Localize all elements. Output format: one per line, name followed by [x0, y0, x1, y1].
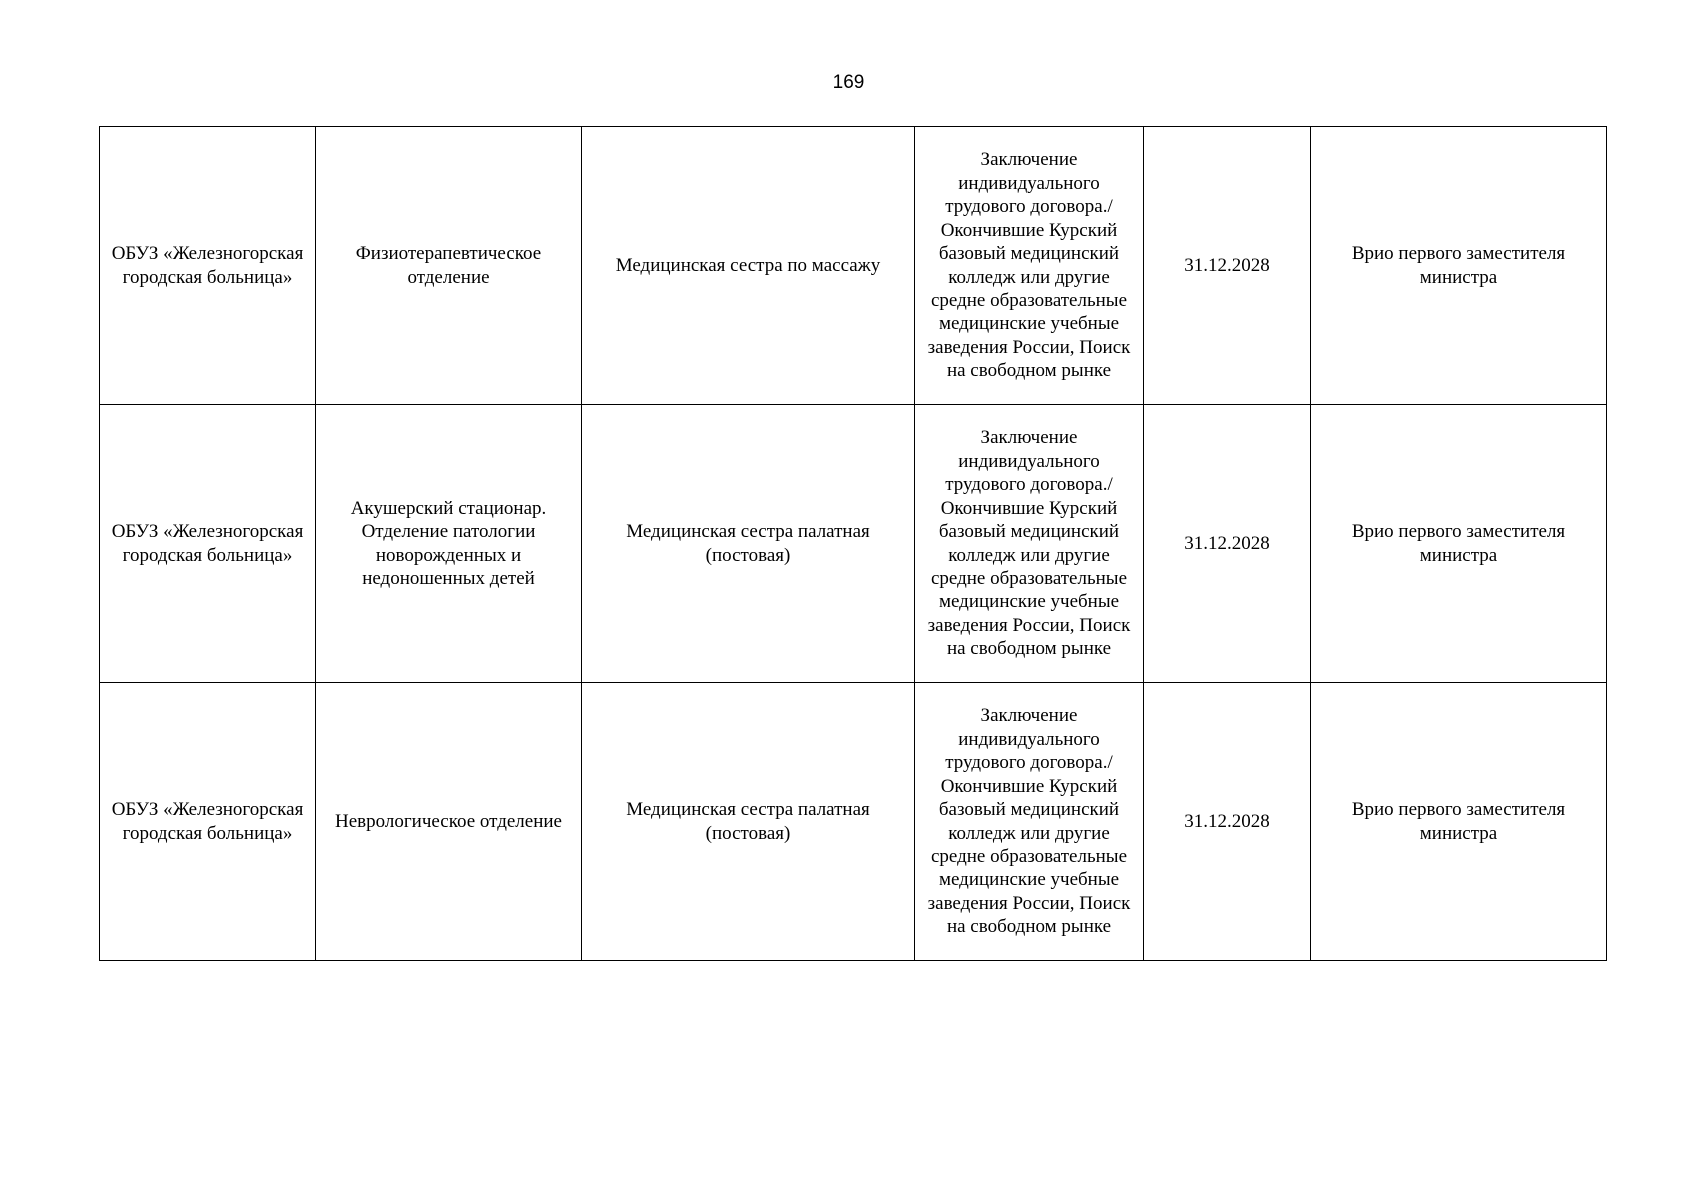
- position-cell: Медицинская сестра палатная (постовая): [582, 683, 915, 961]
- organization-cell: ОБУЗ «Железногорская городская больница»: [100, 127, 316, 405]
- deadline-cell: 31.12.2028: [1144, 683, 1311, 961]
- department-cell: Физиотерапевтическое отделение: [316, 127, 582, 405]
- responsible-cell: Врио первого заместителя министра: [1311, 683, 1607, 961]
- page-number: 169: [832, 72, 865, 93]
- organization-cell: ОБУЗ «Железногорская городская больница»: [100, 683, 316, 961]
- position-cell: Медицинская сестра по массажу: [582, 127, 915, 405]
- deadline-cell: 31.12.2028: [1144, 127, 1311, 405]
- department-cell: Акушерский стационар. Отделение патологии новорожденных и недоношенных детей: [316, 405, 582, 683]
- department-cell: Неврологическое отделение: [316, 683, 582, 961]
- deadline-cell: 31.12.2028: [1144, 405, 1311, 683]
- vacancy-table: [99, 126, 1607, 961]
- responsible-cell: Врио первого заместителя министра: [1311, 405, 1607, 683]
- table-row: [100, 405, 1607, 683]
- position-cell: Медицинская сестра палатная (постовая): [582, 405, 915, 683]
- organization-cell: ОБУЗ «Железногорская городская больница»: [100, 405, 316, 683]
- table-row: [100, 127, 1607, 405]
- table-row: [100, 683, 1607, 961]
- conditions-cell: Заключение индивидуального трудового договора./ Окончившие Курский базовый медицинский колледж или другие средне образовательные медицинские учебные заведения России, Поиск на свободном рынке: [915, 683, 1144, 961]
- conditions-cell: Заключение индивидуального трудового договора./ Окончившие Курский базовый медицинский колледж или другие средне образовательные медицинские учебные заведения России, Поиск на свободном рынке: [915, 405, 1144, 683]
- conditions-cell: Заключение индивидуального трудового договора./ Окончившие Курский базовый медицинский колледж или другие средне образовательные медицинские учебные заведения России, Поиск на свободном рынке: [915, 127, 1144, 405]
- responsible-cell: Врио первого заместителя министра: [1311, 127, 1607, 405]
